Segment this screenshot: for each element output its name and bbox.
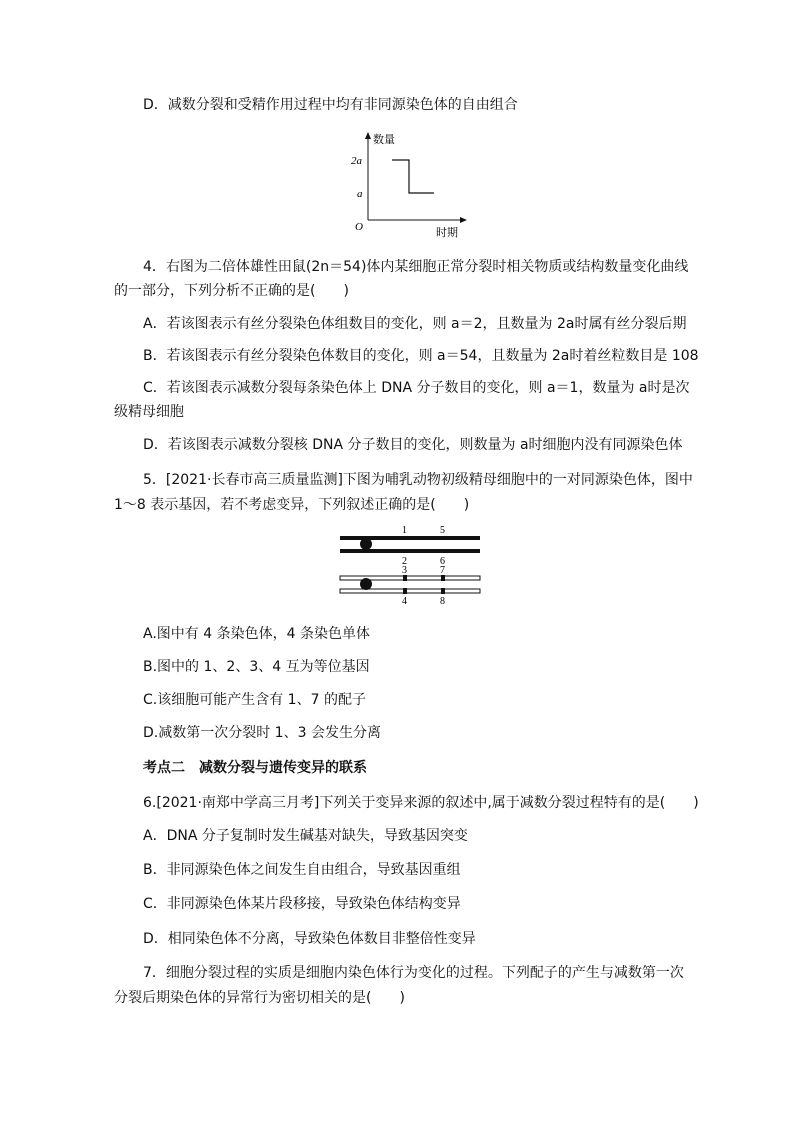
step-curve [392, 160, 434, 193]
origin-label: O [355, 221, 363, 233]
gene-label-6: 6 [440, 556, 445, 567]
q6-option-a: A．DNA 分子复制时发生碱基对缺失，导致基因突变 [143, 828, 468, 844]
q6-option-c: C．非同源染色体某片段移接，导致染色体结构变异 [143, 896, 461, 912]
locus-8 [441, 588, 445, 594]
q4-option-c-line2: 级精母细胞 [114, 404, 184, 420]
q5-option-c: C.该细胞可能产生含有 1、7 的配子 [143, 692, 366, 708]
lower-chromatid-top [340, 576, 480, 580]
homologous-chromosome-diagram [330, 522, 490, 607]
q7-stem-line1: 7．细胞分裂过程的实质是细胞内染色体行为变化的过程。下列配子的产生与减数第一次 [143, 965, 684, 981]
q5-stem-line2: 1～8 表示基因，若不考虑变异，下列叙述正确的是( ) [114, 497, 470, 513]
x-axis-arrow [460, 217, 467, 223]
y-axis-label: 数量 [373, 134, 395, 146]
y-tick-a: a [357, 188, 363, 200]
q3-option-d: D．减数分裂和受精作用过程中均有非同源染色体的自由组合 [143, 97, 518, 113]
q6-option-d: D．相同染色体不分离，导致染色体数目非整倍性变异 [143, 931, 476, 947]
q5-option-a: A.图中有 4 条染色体，4 条染色单体 [143, 626, 370, 642]
q6-option-b: B．非同源染色体之间发生自由组合，导致基因重组 [143, 862, 461, 878]
q5-option-b: B.图中的 1、2、3、4 互为等位基因 [143, 659, 370, 675]
gene-label-8: 8 [440, 596, 445, 607]
gene-label-7: 7 [440, 565, 445, 576]
y-tick-2a: 2a [351, 155, 362, 167]
gene-label-1: 1 [402, 525, 407, 536]
section-2-heading: 考点二 减数分裂与遗传变异的联系 [143, 760, 367, 776]
upper-chromatid-bottom [340, 549, 480, 553]
q4-stem-line2: 的一部分，下列分析不正确的是( ) [114, 283, 349, 299]
gene-label-3: 3 [402, 565, 407, 576]
q7-stem-line2: 分裂后期染色体的异常行为密切相关的是( ) [114, 990, 405, 1006]
locus-4 [403, 588, 407, 594]
upper-centromere [360, 538, 372, 550]
upper-chromatid-top [340, 536, 480, 540]
gene-label-5: 5 [440, 525, 445, 536]
q5-stem-line1: 5．[2021·长春市高三质量监测]下图为哺乳动物初级精母细胞中的一对同源染色体，图中 [143, 472, 693, 488]
y-axis-arrow [365, 132, 371, 139]
gene-label-2: 2 [402, 556, 407, 567]
lower-chromatid-bottom [340, 589, 480, 593]
q4-option-d: D．若该图表示减数分裂核 DNA 分子数目的变化，则数量为 a时细胞内没有同源染色体 [143, 437, 683, 453]
x-axis-label: 时期 [436, 227, 458, 238]
gene-label-4: 4 [402, 596, 407, 607]
q4-option-b: B．若该图表示有丝分裂染色体数目的变化，则 a＝54，且数量为 2a时着丝粒数目是 108 [143, 348, 699, 364]
q4-option-a: A．若该图表示有丝分裂染色体组数目的变化，则 a＝2，且数量为 2a时属有丝分裂后期 [143, 316, 687, 332]
q5-option-d: D.减数第一次分裂时 1、3 会发生分离 [143, 725, 381, 741]
q6-stem: 6.[2021·南郑中学高三月考]下列关于变异来源的叙述中,属于减数分裂过程特有的是( ) [143, 795, 699, 811]
q4-option-c-line1: C．若该图表示减数分裂每条染色体上 DNA 分子数目的变化，则 a＝1，数量为 a时是次 [143, 380, 690, 396]
quantity-step-graph [328, 128, 478, 238]
lower-centromere [360, 578, 372, 590]
q4-stem-line1: 4．右图为二倍体雄性田鼠(2n＝54)体内某细胞正常分裂时相关物质或结构数量变化曲线 [143, 259, 689, 275]
